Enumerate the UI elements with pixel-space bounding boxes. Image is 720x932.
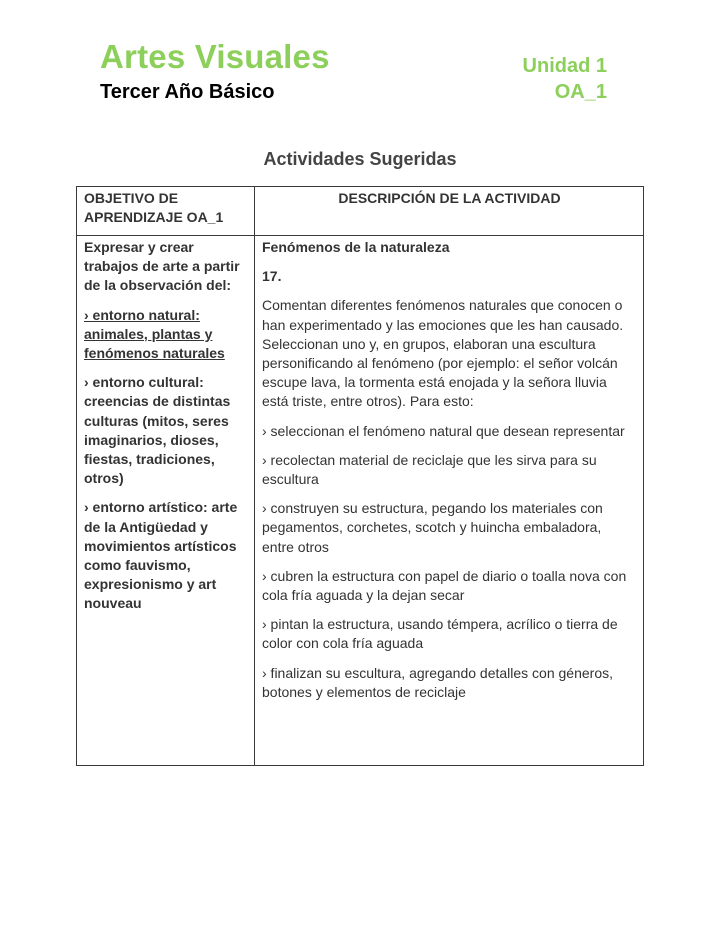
activity-paragraph: Comentan diferentes fenómenos naturales que conocen o han experimentado y las emociones que les han causado. Seleccionan uno y, en grupos, elaboran una escultura personificando al fenómeno (por ejemplo: el señor volcán escupe lava, la tormenta está enojada y la señora lluvia está triste, entre otros). Para esto: [262, 297, 624, 410]
objective-item-artistic: › entorno artístico: arte de la Antigüedad y movimientos artísticos como fauvismo, expresionismo y art nouveau [84, 499, 238, 612]
activity-step: › recolectan material de reciclaje que les sirva para su escultura [262, 451, 597, 488]
objective-intro: Expresar y crear trabajos de arte a partir de la observación del: [84, 239, 240, 294]
objective-item-natural: › entorno natural: animales, plantas y fenómenos naturales [84, 306, 225, 362]
grade-subtitle: Tercer Año Básico [100, 81, 275, 103]
activity-title: Fenómenos de la naturaleza [262, 239, 450, 255]
oa-label: OA_1 [554, 81, 607, 103]
objective-cell [77, 236, 255, 766]
activity-step: › finalizan su escultura, agregando detalles con géneros, botones y elementos de reciclaje [262, 664, 613, 700]
activity-number: 17. [262, 268, 282, 285]
activity-step: › construyen su estructura, pegando los materiales con pegamentos, corchetes, scotch y huincha embaladora, entre otros [262, 500, 603, 555]
unit-label: Unidad 1 [522, 55, 607, 77]
activity-step: › pintan la estructura, usando témpera, acrílico o tierra de color con cola fría aguada [262, 616, 618, 652]
description-header: DESCRIPCIÓN DE LA ACTIVIDAD [255, 187, 644, 236]
objective-header: OBJETIVO DE APRENDIZAJE OA_1 [77, 187, 255, 236]
section-title: Actividades Sugeridas [263, 149, 457, 169]
objective-item-cultural: › entorno cultural: creencias de distintas culturas (mitos, seres imaginarios, dioses, fiestas, tradiciones, otros) [84, 374, 231, 487]
table-row [77, 236, 644, 766]
description-cell [255, 236, 644, 766]
activity-step: › seleccionan el fenómeno natural que desean representar [262, 422, 625, 439]
table-header-row [77, 187, 644, 236]
subject-title: Artes Visuales [100, 38, 330, 75]
activity-step: › cubren la estructura con papel de diario o toalla nova con cola fría aguada y la dejan secar [262, 567, 627, 604]
activities-table [76, 186, 644, 766]
